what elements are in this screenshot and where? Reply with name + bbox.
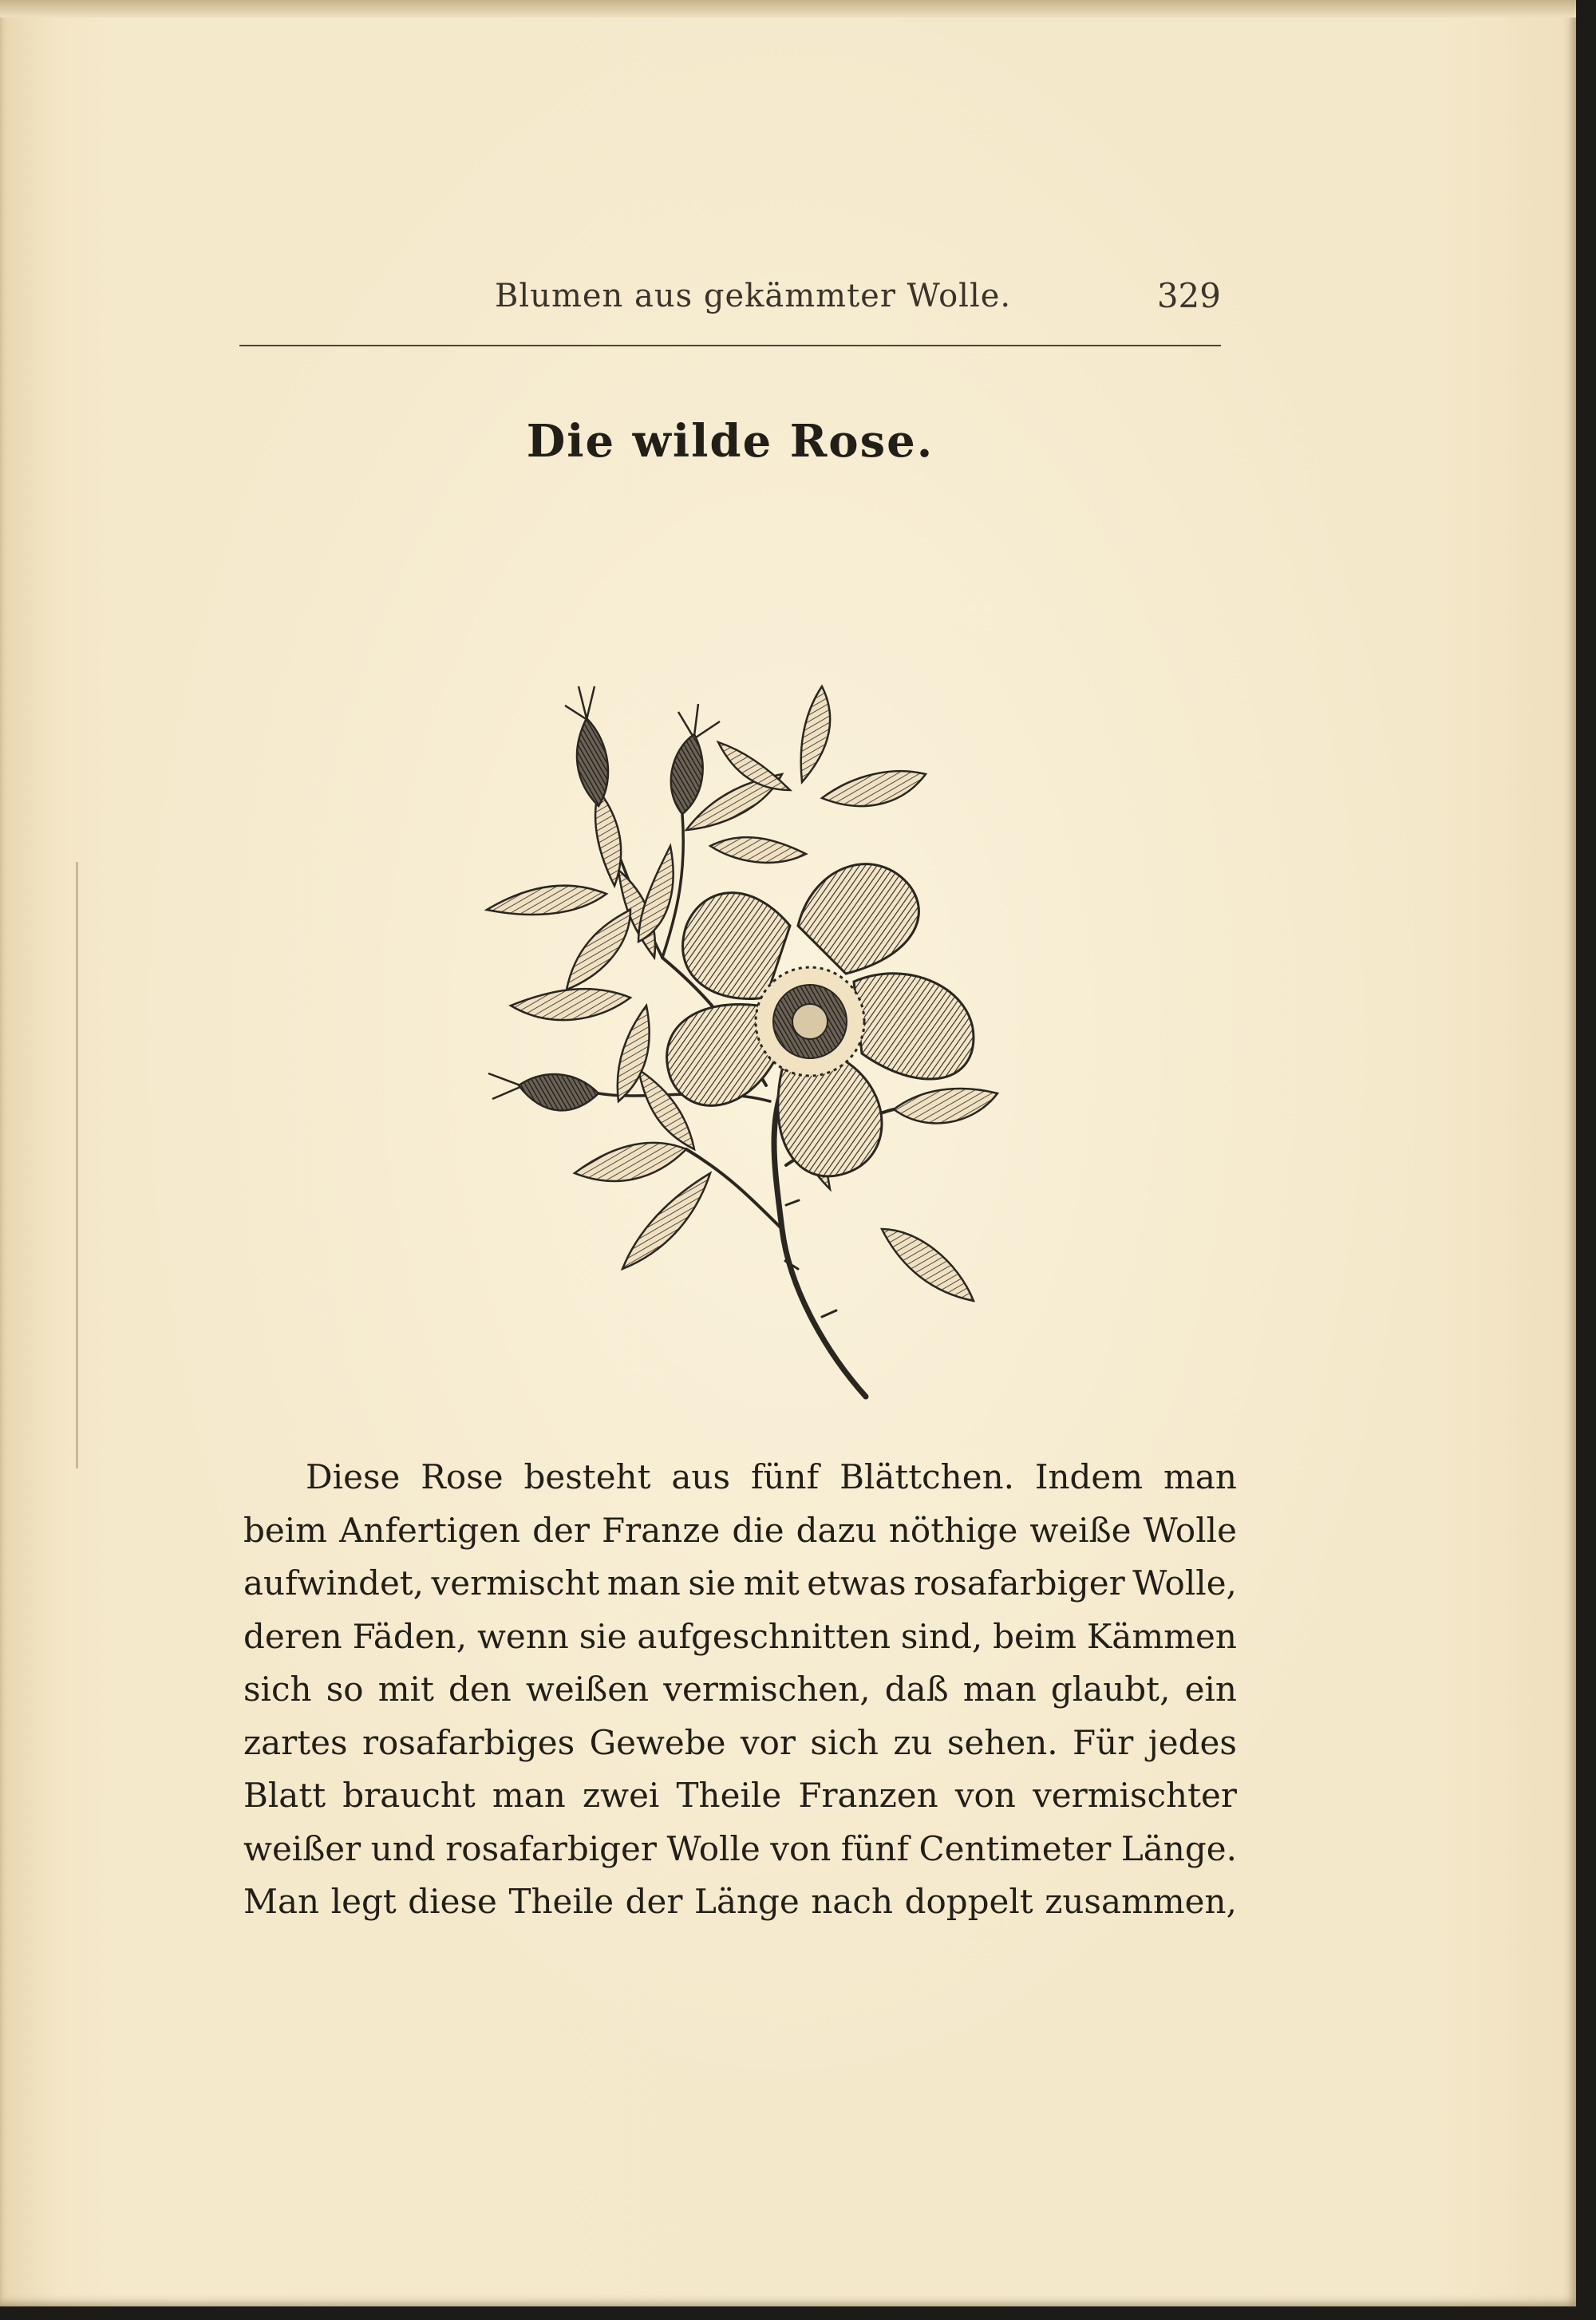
- word: zartes: [243, 1722, 348, 1762]
- word: beim: [243, 1510, 327, 1550]
- text-line: [243, 1717, 1237, 1770]
- word: Gewebe: [589, 1722, 726, 1762]
- running-title: Blumen aus gekämmter Wolle.: [495, 278, 1012, 314]
- word: Franze: [602, 1510, 721, 1550]
- wild-rose-engraving-icon: [447, 511, 1021, 1413]
- word: Franzen: [798, 1776, 938, 1815]
- word: aufgeschnitten: [637, 1616, 891, 1656]
- word: glaubt,: [1050, 1670, 1171, 1709]
- word: Kämmen: [1086, 1616, 1237, 1656]
- word: man: [1163, 1457, 1237, 1496]
- word: ein: [1184, 1670, 1237, 1709]
- word: Länge: [694, 1882, 800, 1921]
- word: zu: [893, 1722, 933, 1762]
- word: sich: [243, 1670, 312, 1709]
- word: Blatt: [243, 1776, 326, 1815]
- text-line: [243, 1611, 1237, 1664]
- word: sind,: [900, 1616, 983, 1656]
- word: vermischen,: [663, 1670, 871, 1709]
- word: sehen.: [946, 1722, 1058, 1762]
- word: mit: [743, 1563, 800, 1603]
- word: man: [606, 1563, 681, 1603]
- word: nach: [811, 1882, 894, 1921]
- text-line: [243, 1451, 1237, 1504]
- header-rule: [239, 345, 1221, 346]
- text-line: [243, 1823, 1237, 1876]
- word: sie: [579, 1616, 627, 1656]
- text-line: [243, 1769, 1237, 1823]
- word: Länge.: [1120, 1828, 1237, 1868]
- word: doppelt: [904, 1882, 1033, 1921]
- text-line: [243, 1557, 1237, 1611]
- word: man: [492, 1776, 566, 1815]
- word: wenn: [476, 1616, 569, 1656]
- word: Theile: [508, 1882, 614, 1921]
- word: Blättchen.: [839, 1457, 1014, 1496]
- text-line: [243, 1504, 1237, 1558]
- word: Rose: [421, 1457, 504, 1496]
- word: besteht: [523, 1457, 651, 1496]
- word: nöthige: [888, 1510, 1018, 1550]
- word: beim: [993, 1616, 1077, 1656]
- body-text: [243, 1451, 1237, 1929]
- word: Diese: [306, 1457, 401, 1496]
- word: fünf: [840, 1828, 910, 1868]
- word: fünf: [750, 1457, 820, 1496]
- page-top-edge: [0, 0, 1576, 18]
- word: vermischt: [431, 1563, 600, 1603]
- word: sich: [810, 1722, 879, 1762]
- word: rosafarbiger: [445, 1828, 657, 1868]
- running-head: [239, 271, 1221, 327]
- word: die: [732, 1510, 784, 1550]
- word: von: [770, 1828, 832, 1868]
- word: weißer: [243, 1828, 361, 1868]
- word: braucht: [342, 1776, 476, 1815]
- word: sie: [688, 1563, 737, 1603]
- word: legt: [330, 1882, 397, 1921]
- word: dazu: [796, 1510, 877, 1550]
- word: Indem: [1034, 1457, 1144, 1496]
- word: etwas: [807, 1563, 907, 1603]
- word: jedes: [1148, 1722, 1237, 1762]
- word: diese: [408, 1882, 497, 1921]
- word: Für: [1073, 1722, 1134, 1762]
- word: zusammen,: [1045, 1882, 1237, 1921]
- word: und: [370, 1828, 436, 1868]
- word: Fäden,: [352, 1616, 468, 1656]
- page-gutter-mark: [76, 862, 78, 1468]
- word: der: [532, 1510, 590, 1550]
- word: der: [625, 1882, 683, 1921]
- word: Wolle: [666, 1828, 760, 1868]
- section-title: Die wilde Rose.: [526, 415, 934, 468]
- word: aufwindet,: [243, 1563, 425, 1603]
- word: daß: [884, 1670, 949, 1709]
- page-number: 329: [1156, 276, 1221, 315]
- text-line: [243, 1663, 1237, 1717]
- word: Man: [243, 1882, 320, 1921]
- word: zwei: [583, 1776, 660, 1815]
- text-line: [243, 1875, 1237, 1929]
- word: Wolle,: [1132, 1563, 1237, 1603]
- word: mit: [377, 1670, 434, 1709]
- word: Theile: [676, 1776, 782, 1815]
- word: so: [326, 1670, 364, 1709]
- word: man: [962, 1670, 1037, 1709]
- word: den: [448, 1670, 512, 1709]
- word: weiße: [1029, 1510, 1132, 1550]
- word: deren: [243, 1616, 342, 1656]
- word: weißen: [525, 1670, 650, 1709]
- word: aus: [671, 1457, 731, 1496]
- word: vermischter: [1033, 1776, 1237, 1815]
- word: vor: [740, 1722, 796, 1762]
- word: Anfertigen: [339, 1510, 521, 1550]
- word: Centimeter: [918, 1828, 1112, 1868]
- word: Wolle: [1143, 1510, 1237, 1550]
- word: rosafarbiges: [361, 1722, 575, 1762]
- word: von: [954, 1776, 1016, 1815]
- word: rosafarbiger: [913, 1563, 1125, 1603]
